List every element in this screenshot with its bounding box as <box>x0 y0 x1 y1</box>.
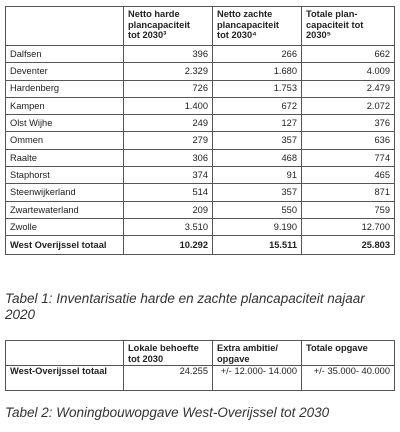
municipality-cell: Kampen <box>6 97 124 114</box>
soft-capacity-cell: 357 <box>213 132 302 149</box>
municipality-cell: Olst Wijhe <box>6 115 124 132</box>
total-capacity-cell: 774 <box>302 149 395 166</box>
header-extra-ambition: Extra ambitie/ opgave <box>213 341 302 366</box>
hard-capacity-cell: 3.510 <box>124 218 213 235</box>
total-capacity-cell: 2.072 <box>302 97 395 114</box>
soft-capacity-cell: 1.680 <box>213 63 302 80</box>
region-label-cell: West-Overijssel totaal <box>6 366 124 391</box>
total-soft-capacity-cell: 15.511 <box>213 236 302 255</box>
municipality-cell: Zwartewaterland <box>6 201 124 218</box>
total-label-cell: West Overijssel totaal <box>6 236 124 255</box>
header-soft-capacity: Netto zachte plancapaciteit tot 2030⁴ <box>213 7 302 46</box>
table2-caption: Tabel 2: Woningbouwopgave West-Overijssel tot 2030 <box>5 405 330 420</box>
soft-capacity-cell: 357 <box>213 184 302 201</box>
hard-capacity-cell: 374 <box>124 167 213 184</box>
table-row <box>6 366 395 391</box>
municipality-cell: Dalfsen <box>6 46 124 63</box>
plancapacity-table <box>5 6 395 255</box>
municipality-cell: Deventer <box>6 63 124 80</box>
header-total-target: Totale opgave <box>302 341 395 366</box>
extra-ambition-cell: +/- 12.000- 14.000 <box>213 366 302 391</box>
table-row <box>6 80 395 97</box>
table-row <box>6 184 395 201</box>
municipality-cell: Steenwijkerland <box>6 184 124 201</box>
hard-capacity-cell: 249 <box>124 115 213 132</box>
table-row <box>6 63 395 80</box>
table-row <box>6 115 395 132</box>
total-capacity-cell: 4.009 <box>302 63 395 80</box>
housing-target-table <box>5 340 395 391</box>
municipality-cell: Raalte <box>6 149 124 166</box>
total-capacity-cell: 662 <box>302 46 395 63</box>
soft-capacity-cell: 672 <box>213 97 302 114</box>
header-local-need: Lokale behoefte tot 2030 <box>124 341 213 366</box>
table-row <box>6 132 395 149</box>
total-target-cell: +/- 35.000- 40.000 <box>302 366 395 391</box>
table-row <box>6 46 395 63</box>
total-capacity-cell: 465 <box>302 167 395 184</box>
soft-capacity-cell: 550 <box>213 201 302 218</box>
table-total-row <box>6 236 395 255</box>
table-header-row <box>6 341 395 366</box>
municipality-cell: Staphorst <box>6 167 124 184</box>
header-cell-empty <box>6 341 124 366</box>
table-row <box>6 149 395 166</box>
soft-capacity-cell: 127 <box>213 115 302 132</box>
hard-capacity-cell: 209 <box>124 201 213 218</box>
soft-capacity-cell: 9.190 <box>213 218 302 235</box>
total-capacity-cell: 2.479 <box>302 80 395 97</box>
hard-capacity-cell: 396 <box>124 46 213 63</box>
soft-capacity-cell: 1.753 <box>213 80 302 97</box>
municipality-cell: Hardenberg <box>6 80 124 97</box>
total-capacity-cell: 759 <box>302 201 395 218</box>
table-row <box>6 218 395 235</box>
municipality-cell: Zwolle <box>6 218 124 235</box>
total-capacity-cell: 636 <box>302 132 395 149</box>
header-cell-empty <box>6 7 124 46</box>
hard-capacity-cell: 306 <box>124 149 213 166</box>
header-hard-capacity: Netto harde plancapaciteit tot 2030³ <box>124 7 213 46</box>
local-need-cell: 24.255 <box>124 366 213 391</box>
header-total-capacity: Totale plan-capaciteit tot 2030⁵ <box>302 7 395 46</box>
hard-capacity-cell: 514 <box>124 184 213 201</box>
soft-capacity-cell: 91 <box>213 167 302 184</box>
total-total-capacity-cell: 25.803 <box>302 236 395 255</box>
table-row <box>6 167 395 184</box>
table-row <box>6 201 395 218</box>
table-header-row <box>6 7 395 46</box>
soft-capacity-cell: 266 <box>213 46 302 63</box>
table1-caption: Tabel 1: Inventarisatie harde en zachte plancapaciteit najaar 2020 <box>5 291 365 322</box>
hard-capacity-cell: 1.400 <box>124 97 213 114</box>
hard-capacity-cell: 2.329 <box>124 63 213 80</box>
total-capacity-cell: 376 <box>302 115 395 132</box>
municipality-cell: Ommen <box>6 132 124 149</box>
total-hard-capacity-cell: 10.292 <box>124 236 213 255</box>
hard-capacity-cell: 279 <box>124 132 213 149</box>
soft-capacity-cell: 468 <box>213 149 302 166</box>
total-capacity-cell: 871 <box>302 184 395 201</box>
table-row <box>6 97 395 114</box>
total-capacity-cell: 12.700 <box>302 218 395 235</box>
hard-capacity-cell: 726 <box>124 80 213 97</box>
